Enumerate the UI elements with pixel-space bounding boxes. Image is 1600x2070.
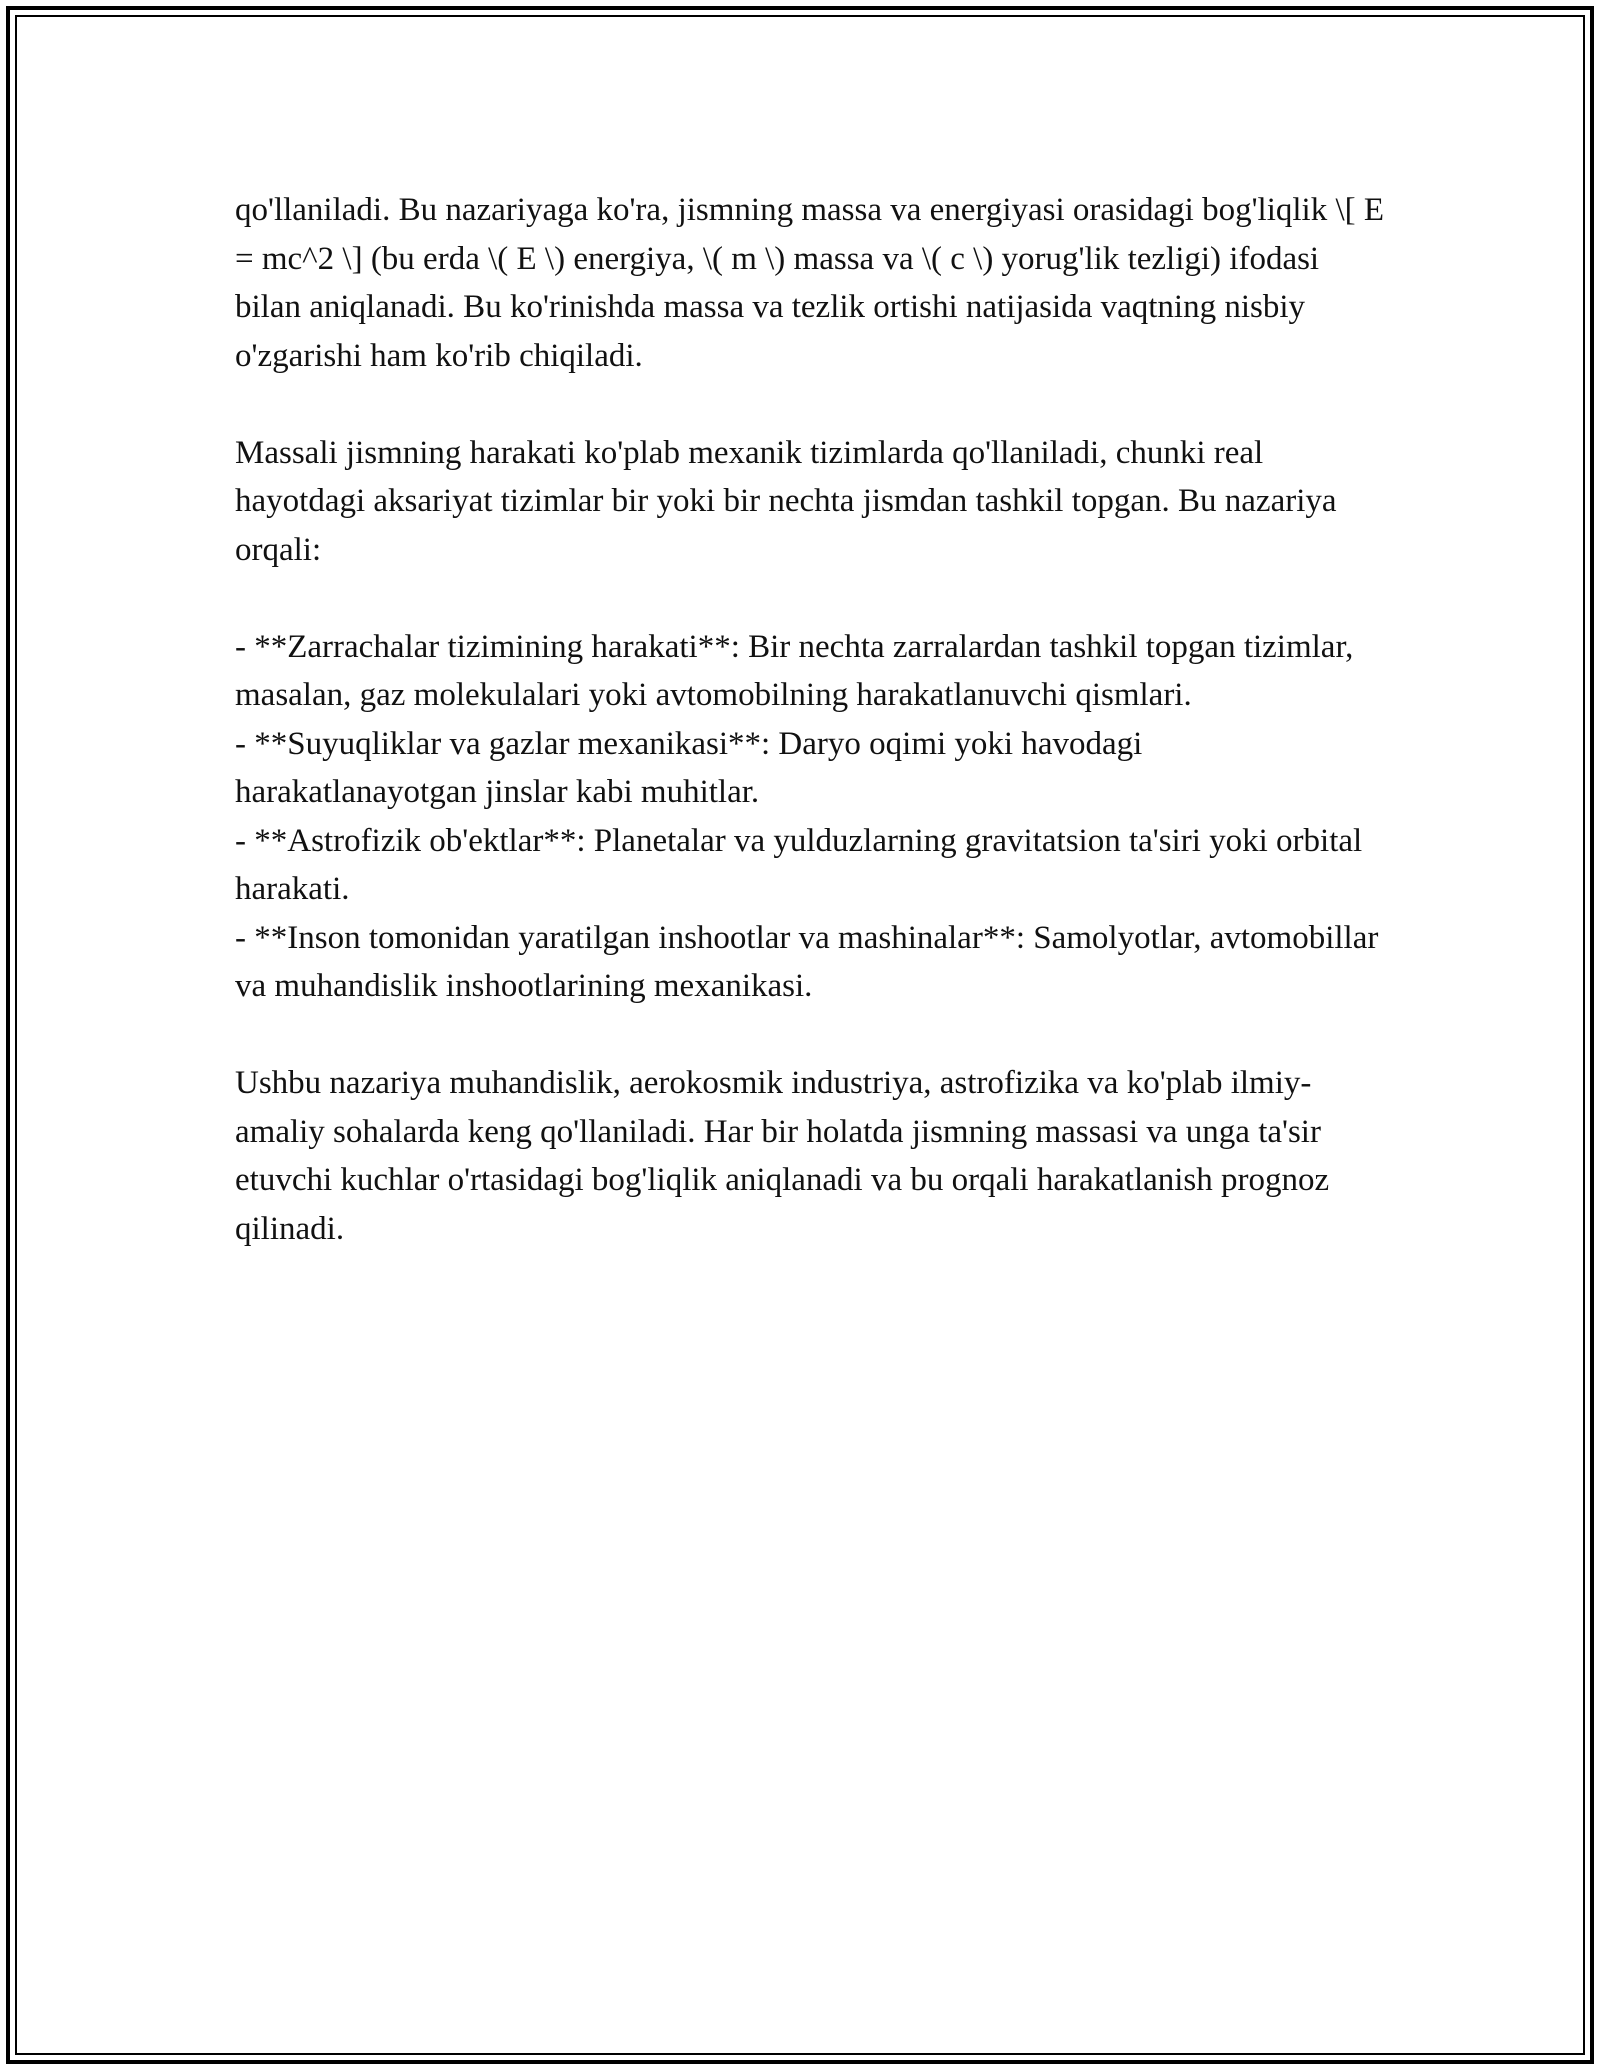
list-item-particle-systems: - **Zarrachalar tizimining harakati**: Bir nechta zarralardan tashkil topgan tizimlar, masalan, gaz molekulalari yoki avtomobilning harakatlanuvchi qismlari. — [235, 628, 1362, 713]
paragraph-mechanical-systems: Massali jismning harakati ko'plab mexanik tizimlarda qo'llaniladi, chunki real hayotdagi aksariyat tizimlar bir yoki bir nechta jismdan tashkil topgan. Bu nazariya orqali: — [235, 434, 1345, 568]
list-item-human-made-structures: - **Inson tomonidan yaratilgan inshootlar va mashinalar**: Samolyotlar, avtomobillar va muhandislik inshootlarining mexanikasi. — [235, 919, 1387, 1004]
paragraph-relativity: qo'llaniladi. Bu nazariyaga ko'ra, jismning massa va energiyasi orasidagi bog'liqlik \[ E = mc^2 \] (bu erda \( E \) energiya, \( m \) massa va \( c \) yorug'lik tezligi) ifodasi bilan aniqlanadi. Bu ko'rinishda massa va tezlik ortishi natijasida vaqtning nisbiy o'zgarishi ham ko'rib chiqiladi. — [235, 192, 1393, 374]
paragraph-closing: Ushbu nazariya muhandislik, aerokosmik industriya, astrofizika va ko'plab ilmiy-amaliy sohalarda keng qo'llaniladi. Har bir holatda jismning massasi va unga ta'sir etuvchi kuchlar o'rtasidagi bog'liqlik aniqlanadi va bu orqali harakatlanish prognoz qilinadi. — [235, 1065, 1338, 1247]
document-body — [235, 186, 1393, 1302]
list-item-fluid-mechanics: - **Suyuqliklar va gazlar mexanikasi**: Daryo oqimi yoki havodagi harakatlanayotgan jinslar kabi muhitlar. — [235, 725, 1151, 810]
list-item-astrophysical-objects: - **Astrofizik ob'ektlar**: Planetalar va yulduzlarning gravitatsion ta'siri yoki orbital harakati. — [235, 822, 1371, 907]
application-list — [235, 623, 1385, 1011]
